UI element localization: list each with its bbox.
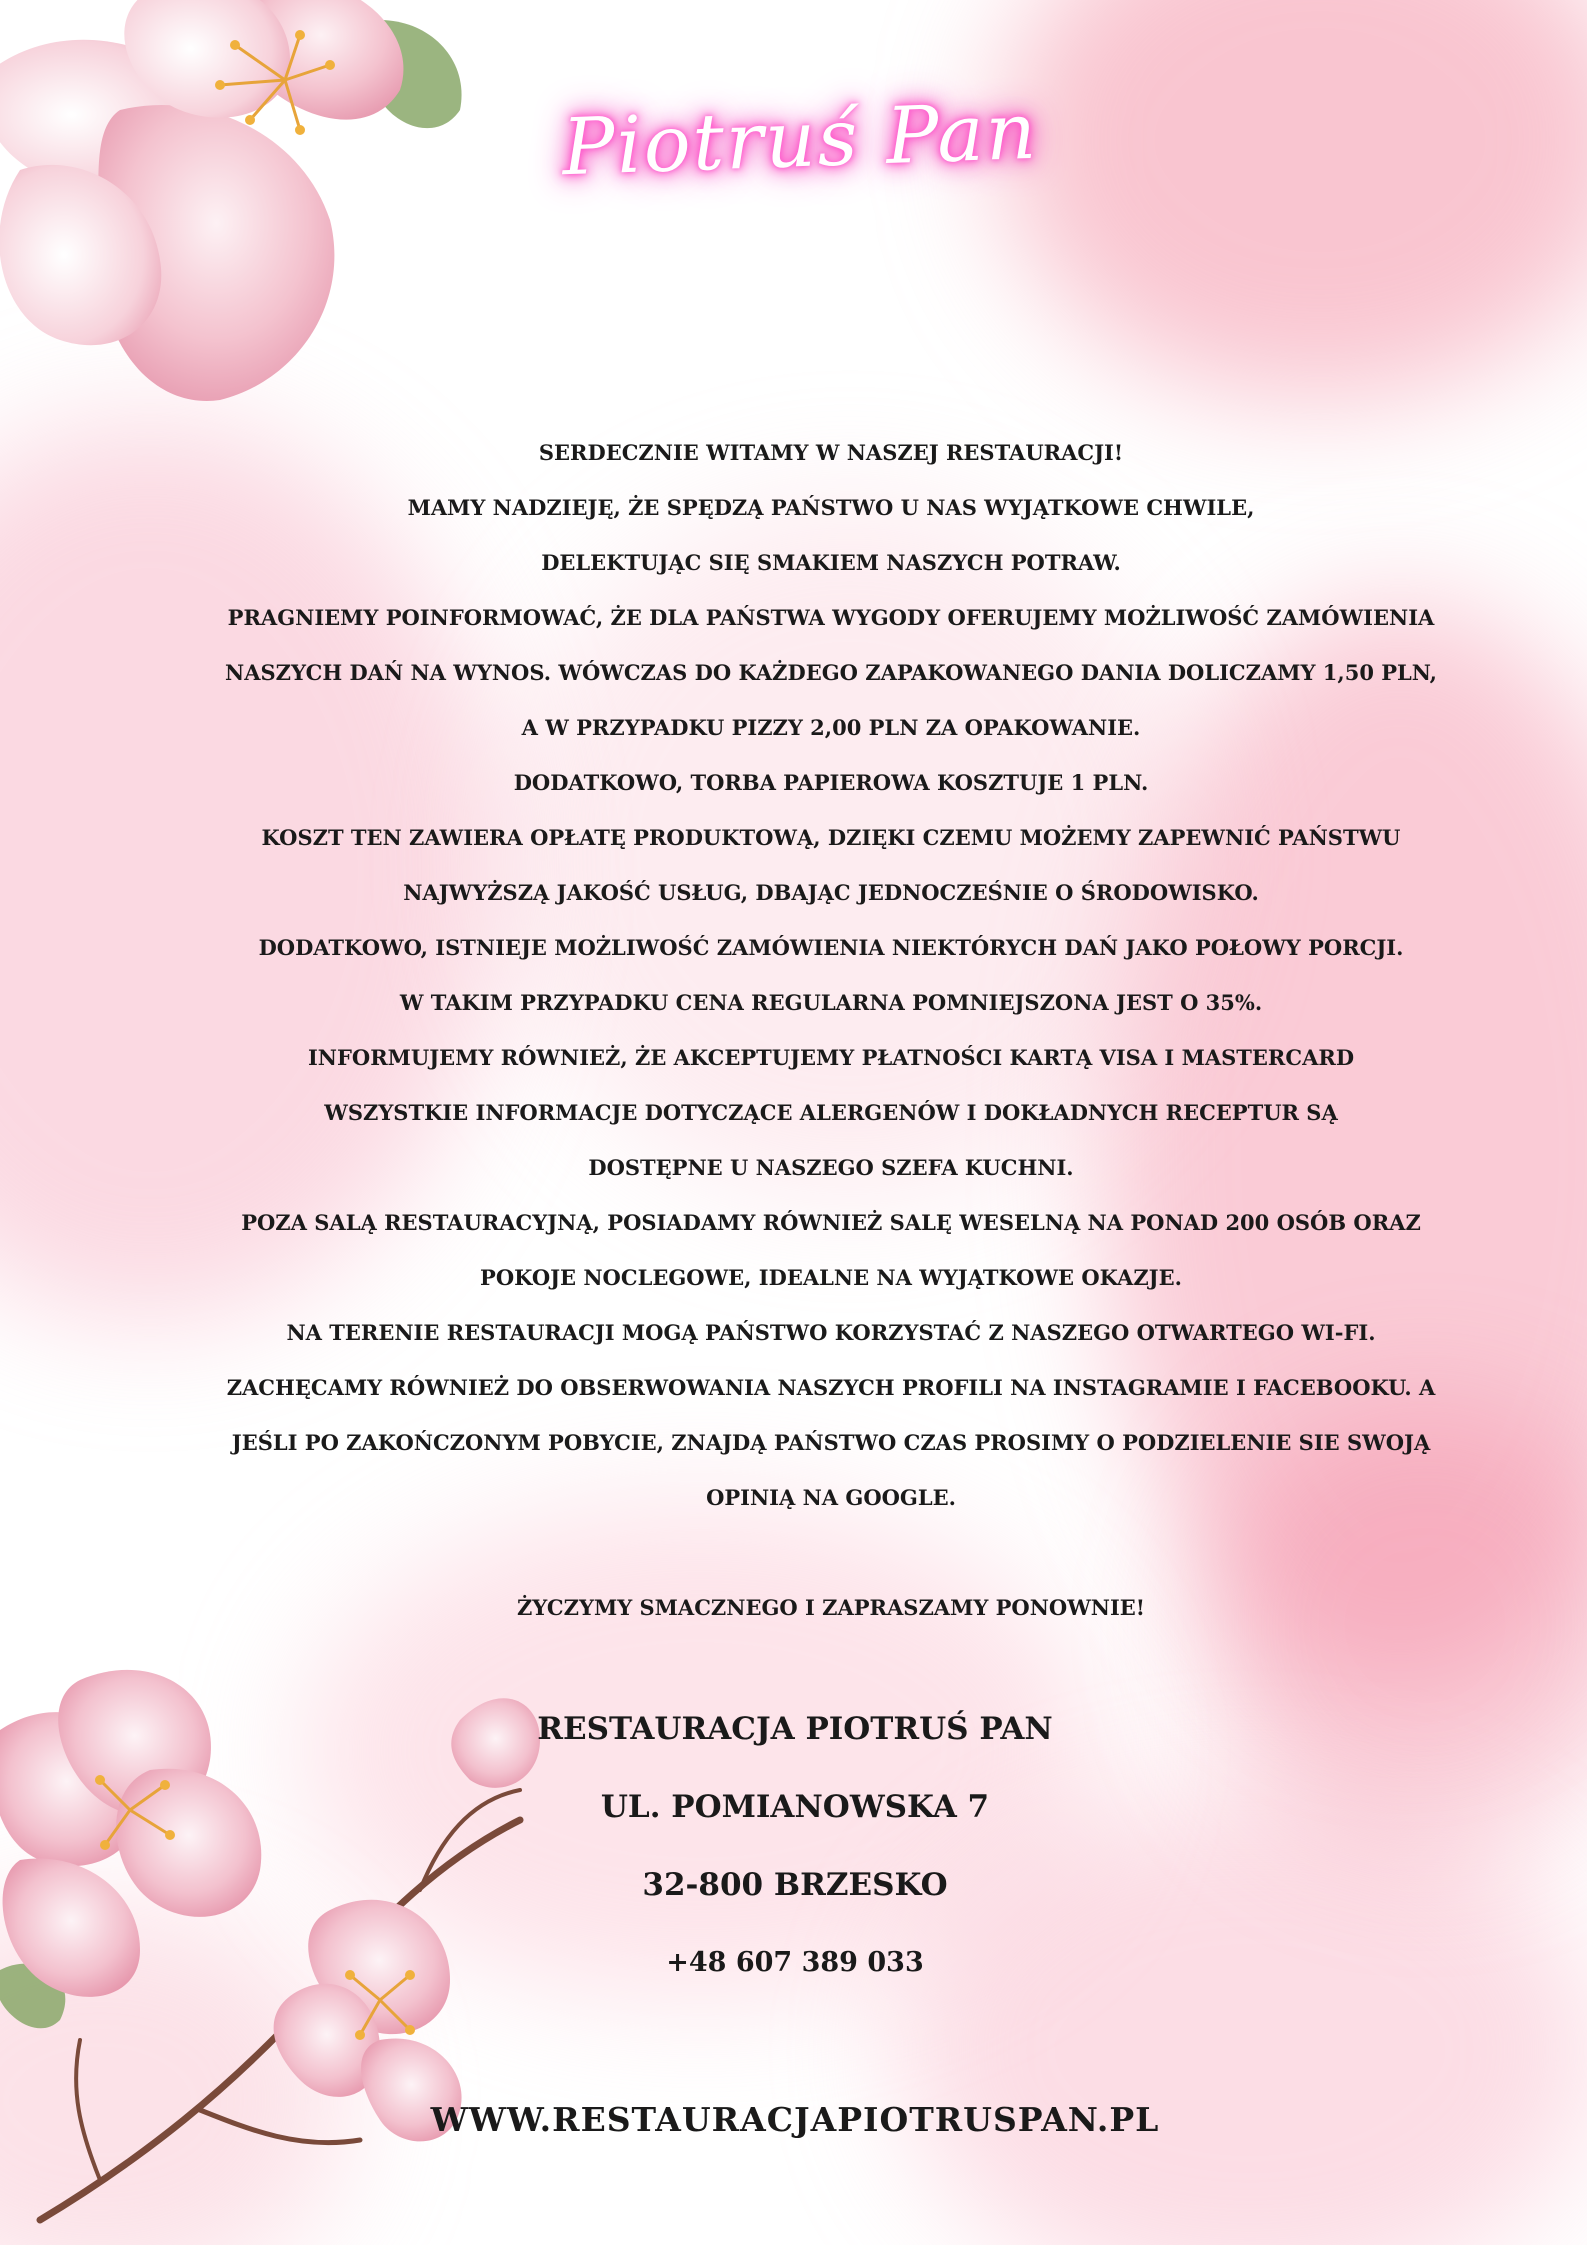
contact-block (500, 1690, 1090, 2002)
intro-line: DODATKOWO, TORBA PAPIEROWA KOSZTUJE 1 PLN. (513, 770, 1149, 795)
intro-line: OPINIĄ NA GOOGLE. (706, 1485, 956, 1510)
intro-line: NASZYCH DAŃ NA WYNOS. WÓWCZAS DO KAŻDEGO ZAPAKOWANEGO DANIA DOLICZAMY 1,50 PLN, (225, 660, 1437, 685)
city-address: 32-800 BRZESKO (642, 1867, 948, 1903)
intro-line: JEŚLI PO ZAKOŃCZONYM POBYCIE, ZNAJDĄ PAŃSTWO CZAS PROSIMY O PODZIELENIE SIE SWOJĄ (231, 1430, 1431, 1455)
intro-line: INFORMUJEMY RÓWNIEŻ, ŻE AKCEPTUJEMY PŁATNOŚCI KARTĄ VISA I MASTERCARD (307, 1045, 1355, 1070)
intro-line: NAJWYŻSZĄ JAKOŚĆ USŁUG, DBAJĄC JEDNOCZEŚNIE O ŚRODOWISKO. (403, 880, 1259, 905)
intro-line: PRAGNIEMY POINFORMOWAĆ, ŻE DLA PAŃSTWA WYGODY OFERUJEMY MOŻLIWOŚĆ ZAMÓWIENIA (227, 605, 1435, 630)
restaurant-name: RESTAURACJA PIOTRUŚ PAN (537, 1711, 1053, 1747)
intro-line: ZACHĘCAMY RÓWNIEŻ DO OBSERWOWANIA NASZYCH PROFILI NA INSTAGRAMIE I FACEBOOKU. A (226, 1375, 1436, 1400)
intro-line: MAMY NADZIEJĘ, ŻE SPĘDZĄ PAŃSTWO U NAS WYJĄTKOWE CHWILE, (407, 495, 1255, 520)
intro-line: WSZYSTKIE INFORMACJE DOTYCZĄCE ALERGENÓW I DOKŁADNYCH RECEPTUR SĄ (324, 1100, 1338, 1125)
intro-line: KOSZT TEN ZAWIERA OPŁATĘ PRODUKTOWĄ, DZIĘKI CZEMU MOŻEMY ZAPEWNIĆ PAŃSTWU (261, 825, 1401, 850)
intro-line: W TAKIM PRZYPADKU CENA REGULARNA POMNIEJSZONA JEST O 35%. (399, 990, 1263, 1015)
brand-title: Piotruś Pan (560, 86, 1040, 194)
intro-line: DELEKTUJĄC SIĘ SMAKIEM NASZYCH POTRAW. (541, 550, 1121, 575)
street-address: UL. POMIANOWSKA 7 (600, 1789, 990, 1825)
closing-line: ŻYCZYMY SMACZNEGO I ZAPRASZAMY PONOWNIE! (516, 1595, 1146, 1620)
intro-text (200, 425, 1462, 1635)
intro-line: A W PRZYPADKU PIZZY 2,00 PLN ZA OPAKOWANIE. (521, 715, 1141, 740)
intro-line: NA TERENIE RESTAURACJI MOGĄ PAŃSTWO KORZYSTAĆ Z NASZEGO OTWARTEGO WI-FI. (286, 1320, 1376, 1345)
intro-line: POZA SALĄ RESTAURACYJNĄ, POSIADAMY RÓWNIEŻ SALĘ WESELNĄ NA PONAD 200 OSÓB ORAZ (241, 1210, 1421, 1235)
intro-line: POKOJE NOCLEGOWE, IDEALNE NA WYJĄTKOWE OKAZJE. (480, 1265, 1182, 1290)
intro-line: SERDECZNIE WITAMY W NASZEJ RESTAURACJI! (538, 440, 1124, 465)
flower-top-illustration (0, 0, 480, 420)
phone-number[interactable]: +48 607 389 033 (666, 1947, 924, 1978)
intro-line: DODATKOWO, ISTNIEJE MOŻLIWOŚĆ ZAMÓWIENIA NIEKTÓRYCH DAŃ JAKO POŁOWY PORCJI. (258, 935, 1404, 960)
watercolor-blob (1000, 0, 1587, 400)
website-link[interactable]: WWW.RESTAURACJAPIOTRUSPAN.PL (430, 2100, 1160, 2139)
intro-line: DOSTĘPNE U NASZEGO SZEFA KUCHNI. (588, 1155, 1074, 1180)
